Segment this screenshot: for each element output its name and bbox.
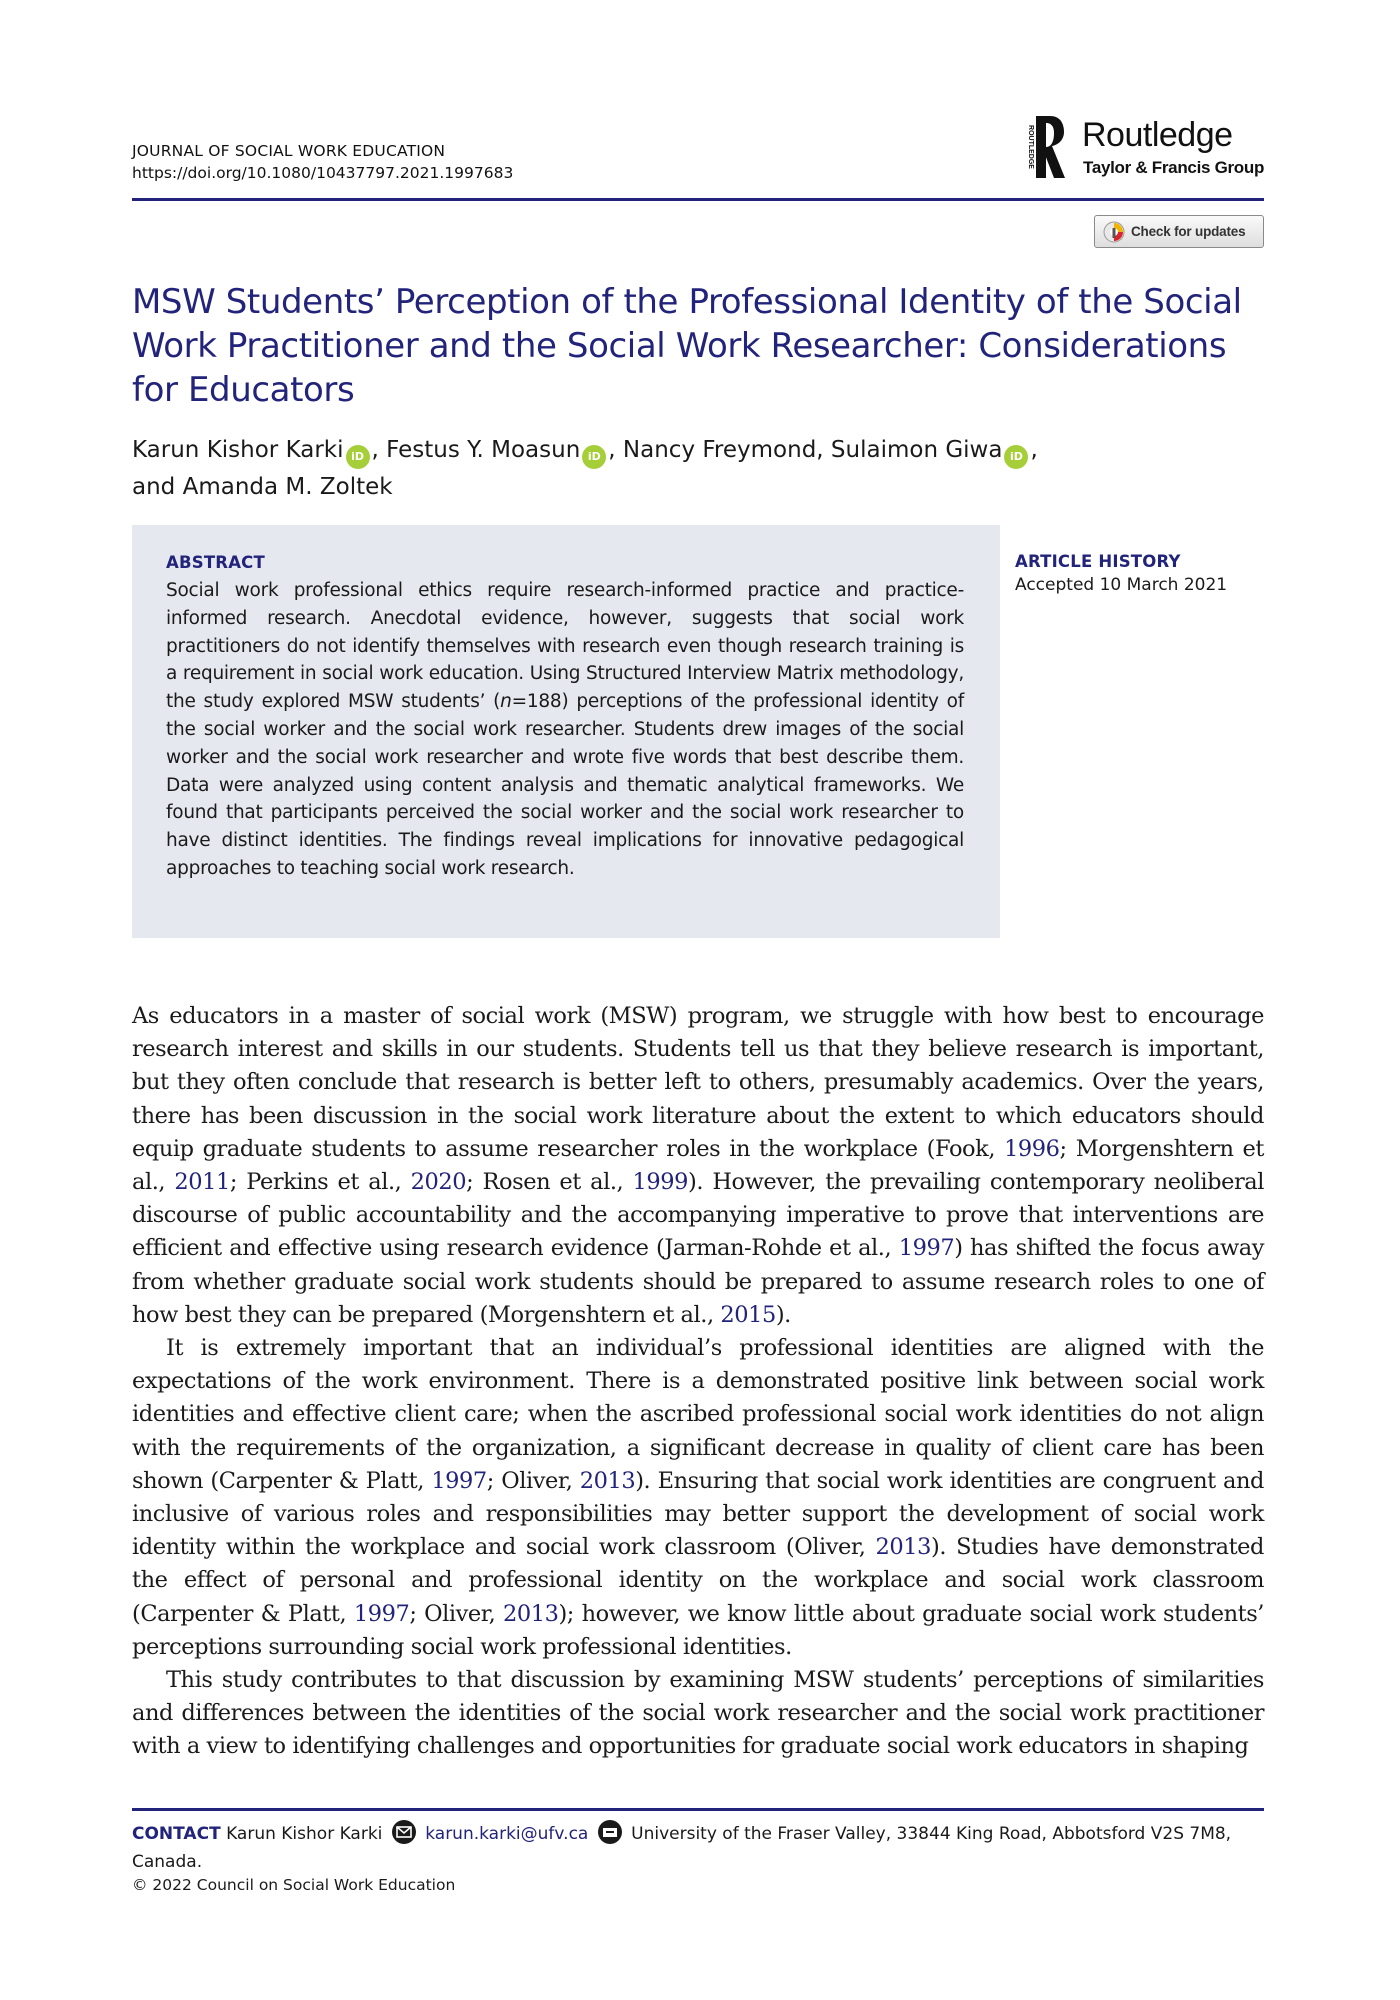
logo-vertical-text: ROUTLEDGE	[1027, 125, 1034, 169]
citation-link[interactable]: 2013	[875, 1534, 931, 1561]
citation-link[interactable]: 1999	[632, 1169, 689, 1196]
citation-link[interactable]: 2015	[720, 1301, 776, 1328]
body-text-run: ); however, we know little about graduate social work students’ perceptions surrounding social work professional identities.	[132, 1600, 1264, 1660]
author-name: and Amanda M. Zoltek	[132, 474, 393, 500]
accepted-date: Accepted 10 March 2021	[1015, 575, 1228, 595]
article-history-heading: ARTICLE HISTORY	[1015, 552, 1181, 571]
check-for-updates-button[interactable]	[1094, 215, 1264, 248]
contact-info	[132, 1820, 1272, 1876]
body-text-run: ; Perkins et al.,	[229, 1169, 411, 1196]
citation-link[interactable]: 2013	[502, 1600, 559, 1627]
author-separator: ,	[1030, 437, 1038, 463]
author-separator: ,	[371, 437, 387, 463]
body-paragraph	[132, 1000, 1264, 1332]
email-icon	[392, 1820, 416, 1844]
body-text-run: ; Oliver,	[409, 1600, 503, 1627]
body-text-run: This study contributes to that discussion by examining MSW students’ perceptions of similarities and differences between the identities of the social work researcher and the social work practitioner with a view to identifying challenges and opportunities for graduate social work educators in shaping	[132, 1667, 1264, 1760]
contact-name: Karun Kishor Karki	[226, 1824, 383, 1844]
body-text-run: ; Rosen et al.,	[466, 1169, 633, 1196]
author-list	[132, 432, 1272, 505]
citation-link[interactable]: 1997	[898, 1235, 955, 1262]
footer-rule	[132, 1808, 1264, 1811]
doi-link[interactable]: https://doi.org/10.1080/10437797.2021.1997683	[132, 164, 514, 182]
journal-header	[132, 140, 832, 184]
copyright: © 2022 Council on Social Work Education	[132, 1876, 456, 1894]
author-name: Nancy Freymond	[622, 437, 817, 463]
citation-link[interactable]: 2011	[174, 1169, 230, 1196]
address-icon	[598, 1820, 622, 1844]
check-updates-icon	[1103, 221, 1125, 243]
citation-link[interactable]: 1996	[1004, 1135, 1060, 1162]
body-text-run: ; Morgenshtern et al.,	[132, 1135, 1264, 1196]
body-text-run: ; Oliver,	[486, 1467, 580, 1494]
abstract-box	[132, 525, 1000, 938]
check-updates-label: Check for updates	[1131, 224, 1246, 239]
abstract-text	[166, 577, 964, 883]
author-name: Festus Y. Moasun	[386, 437, 581, 463]
orcid-icon[interactable]: iD	[346, 445, 370, 469]
contact-email-link[interactable]: karun.karki@ufv.ca	[425, 1824, 589, 1844]
journal-name: JOURNAL OF SOCIAL WORK EDUCATION	[132, 142, 446, 160]
body-text-run: ).	[775, 1301, 791, 1328]
author-separator: ,	[608, 437, 623, 463]
author-separator: ,	[816, 437, 831, 463]
citation-link[interactable]: 2013	[579, 1467, 636, 1494]
article-history	[1015, 552, 1275, 599]
publisher-logo	[1020, 112, 1270, 182]
citation-link[interactable]: 1997	[353, 1600, 410, 1627]
header-rule	[132, 198, 1264, 201]
abstract-text-part: =188) perceptions of the professional identity of the social worker and the social work researcher. Students drew images of the social worker and the social work researcher and wrote five words that best describe them. Data were analyzed using content analysis and thematic analytical frameworks. We found that participants perceived the social worker and the social work researcher to have distinct identities. The findings reveal implications for innovative pedagogical approaches to teaching social work research.	[166, 691, 965, 879]
body-text-run: As educators in a master of social work (MSW) program, we struggle with how best to encourage research interest and skills in our students. Students tell us that they believe research is important, but they often conclude that research is better left to others, presumably academics. Over the years, there has been discussion in the social work literature about the extent to which educators should equip graduate students to assume researcher roles in the workplace (Fook,	[132, 1003, 1264, 1162]
abstract-heading: ABSTRACT	[166, 553, 265, 572]
abstract-n-italic: n	[500, 691, 512, 713]
citation-link[interactable]: 1997	[431, 1467, 487, 1494]
citation-link[interactable]: 2020	[410, 1169, 467, 1196]
body-text	[132, 1000, 1264, 1764]
body-paragraph	[132, 1332, 1264, 1664]
author-name: Sulaimon Giwa	[830, 437, 1003, 463]
orcid-icon[interactable]: iD	[1004, 445, 1028, 469]
abstract-text-part: Social work professional ethics require research-informed practice and practice-informed research. Anecdotal evidence, however, suggests that social work practitioners do not identify themselves with research even though research training is a requirement in social work education. Using Structured Interview Matrix methodology, the study explored MSW students’ (	[166, 580, 964, 713]
body-text-run: ). Studies have demonstrated the effect of personal and professional identity on the workplace and social work classroom (Carpenter & Platt,	[132, 1534, 1264, 1627]
contact-label: CONTACT	[132, 1824, 221, 1844]
author-name: Karun Kishor Karki	[132, 437, 344, 463]
publisher-name: Routledge	[1082, 116, 1233, 154]
routledge-logo-icon	[1020, 114, 1066, 180]
orcid-icon[interactable]: iD	[582, 445, 606, 469]
body-text-run: It is extremely important that an individual’s professional identities are aligned with the expectations of the work environment. There is a demonstrated positive link between social work identities and effective client care; when the ascribed professional social work identities do not align with the requirements of the organization, a significant decrease in quality of client care has been shown (Carpenter & Platt,	[132, 1335, 1264, 1494]
body-paragraph	[132, 1664, 1264, 1764]
article-title: MSW Students’ Perception of the Professional Identity of the Social Work Practitioner and the Social Work Researcher: Considerations for Educators	[132, 282, 1242, 410]
contact-address: University of the Fraser Valley, 33844 King Road, Abbotsford V2S 7M8, Canada.	[132, 1824, 1232, 1872]
publisher-group: Taylor & Francis Group	[1083, 158, 1265, 177]
body-text-run: ) has shifted the focus away from whether graduate social work students should be prepared to assume research roles to one of how best they can be prepared (Morgenshtern et al.,	[132, 1235, 1265, 1328]
body-text-run: ). However, the prevailing contemporary neoliberal discourse of public accountability and the accompanying imperative to prove that interventions are efficient and effective using research evidence (Jarman-Rohde et al.,	[132, 1169, 1264, 1262]
body-text-run: ). Ensuring that social work identities are congruent and inclusive of various roles and responsibilities may better support the development of social work identity within the workplace and social work classroom (Oliver,	[132, 1467, 1264, 1561]
